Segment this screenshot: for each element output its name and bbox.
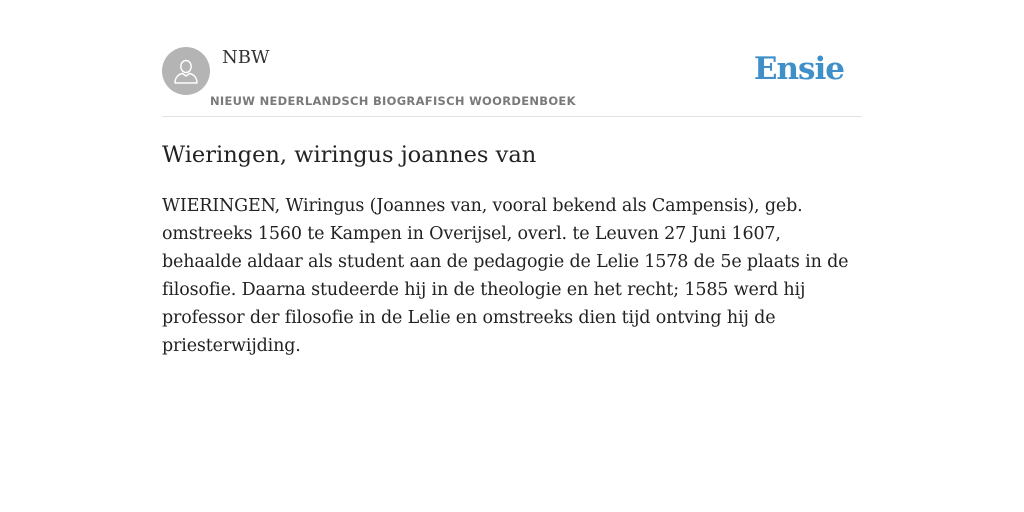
source-header [162, 40, 862, 117]
source-avatar[interactable] [162, 47, 210, 95]
user-silhouette-icon [171, 56, 201, 86]
source-name[interactable]: NBW [222, 47, 270, 68]
source-subtitle: NIEUW NEDERLANDSCH BIOGRAFISCH WOORDENBOEK [210, 94, 576, 108]
brand-logo[interactable]: Ensie [753, 51, 844, 87]
article-body: WIERINGEN, Wiringus (Joannes van, vooral bekend als Campensis), geb. omstreeks 1560 te Kampen in Overijsel, overl. te Leuven 27 Juni 1607, behaalde aldaar als student aan de pedagogie de Lelie 1578 de 5e plaats in de filosofie. Daarna studeerde hij in de theologie en het recht; 1585 werd hij professor der filosofie in de Lelie en omstreeks dien tijd ontving hij de priesterwijding. [162, 196, 849, 356]
article-title: Wieringen, wiringus joannes van [162, 142, 537, 168]
